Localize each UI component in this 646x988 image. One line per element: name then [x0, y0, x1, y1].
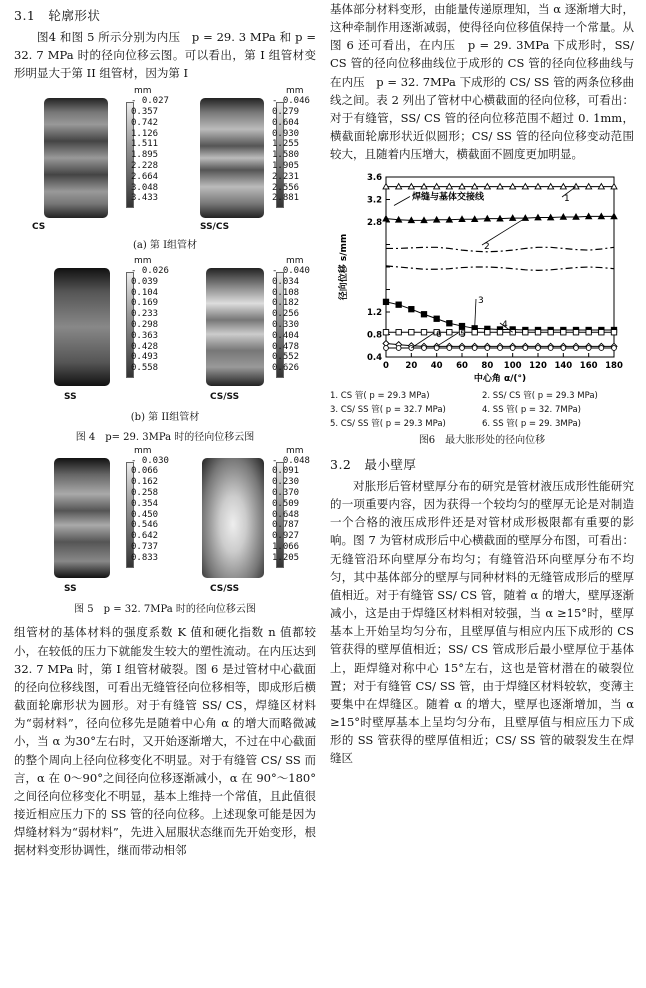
- figure-6-legend: [330, 389, 634, 431]
- series-leader-line: [482, 218, 525, 245]
- data-point: [548, 330, 553, 335]
- series-label: 5: [460, 330, 466, 341]
- scale-ticks-right: - 0.046 0.279 0.604 0.930 1.255 1.580 1.905 2.231 2.556 2.881: [272, 96, 310, 204]
- data-point: [574, 346, 579, 351]
- data-point: [561, 346, 566, 351]
- data-point: [421, 330, 426, 335]
- data-point: [498, 346, 503, 351]
- legend-entry: 6. SS 管( p = 29. 3MPa): [482, 419, 581, 430]
- data-point: [434, 346, 439, 351]
- data-point: [586, 330, 591, 335]
- series-label: 1: [564, 194, 570, 205]
- y-axis-label: 径向位移 s/mm: [339, 234, 349, 301]
- scale-ticks-left: - 0.030 0.066 0.162 0.258 0.354 0.450 0.546 0.642 0.737 0.833: [131, 455, 169, 563]
- tube-label: CS: [32, 222, 46, 233]
- tube-label: SS: [64, 583, 77, 594]
- data-point: [485, 346, 490, 351]
- data-point: [383, 330, 388, 335]
- tube-label: CS/SS: [210, 392, 240, 403]
- reference-line: [386, 248, 614, 253]
- series-label: 6: [436, 330, 442, 341]
- figure-4b: [14, 258, 316, 408]
- scale-ticks-right: - 0.040 0.034 0.108 0.182 0.256 0.330 0.404 0.478 0.552 0.626: [272, 266, 310, 374]
- body-paragraph-right-top: 基体部分材料变形，由能量传递原理知，当 α 逐渐增大时，这种牵制作用逐渐减弱，使得径向位移值保持一个常量。从图 6 还可看出，在内压 p = 29. 3MPa 下成形时，SS/ CS 管的径向位移曲线位于成形的 CS 管的径向位移曲线与在内压 p = 32. 7MPa 下成形的 CS/ SS 管的两条位移曲线之间。表 2 列出了管材中心横截面的径向位移，可看出：对于有缝管，SS/ CS 管的径向位移范围不超过 0. 1mm，横截面轮廓形状近似圆形；CS/ SS 管的径向位移变动范围较大，且随着内压增大，横截面不圆度更加明显。: [330, 2, 634, 162]
- legend-entry: 2. SS/ CS 管( p = 29.3 MPa): [482, 391, 598, 402]
- data-point: [612, 346, 617, 351]
- x-tick-label: 60: [456, 361, 468, 372]
- data-point: [409, 307, 414, 312]
- legend-entry: 5. CS/ SS 管( p = 29.3 MPa): [330, 419, 446, 430]
- data-point: [396, 330, 401, 335]
- section-heading-3-1: 3.1 轮廓形状: [14, 8, 101, 23]
- tube-contour-cs-ss: [206, 268, 264, 386]
- subfigure-caption-4b: (b) 第 II组管材: [130, 412, 200, 424]
- legend-entry: 4. SS 管( p = 32. 7MPa): [482, 405, 581, 416]
- data-point: [447, 346, 452, 351]
- data-point: [384, 346, 389, 351]
- annotation-arrow: [394, 197, 410, 206]
- data-point: [536, 346, 541, 351]
- x-tick-label: 120: [529, 361, 547, 372]
- y-tick-label: 1.2: [366, 308, 382, 319]
- x-axis-label: 中心角 α/(°): [473, 374, 527, 385]
- data-point: [422, 346, 427, 351]
- data-point: [421, 312, 426, 317]
- tube-contour-cs: [44, 98, 108, 218]
- figure-4a: [14, 84, 316, 236]
- x-tick-label: 180: [605, 361, 623, 372]
- x-tick-label: 140: [554, 361, 573, 372]
- radial-displacement-chart: [330, 167, 634, 389]
- series-line-3: [386, 302, 614, 330]
- legend-entry: 1. CS 管( p = 29.3 MPa): [330, 391, 430, 402]
- data-point: [535, 330, 540, 335]
- data-point: [447, 321, 452, 326]
- series-label: 4: [502, 320, 508, 331]
- tube-contour-cs-ss: [202, 458, 264, 578]
- scale-ticks-right: - 0.048 0.091 0.230 0.370 0.509 0.648 0.787 0.927 1.066 1.205: [272, 455, 310, 563]
- data-point: [409, 330, 414, 335]
- figure-6-caption: 图6 最大胀形处的径向位移: [418, 435, 546, 447]
- weld-boundary-annotation: 焊缝与基体交接线: [412, 192, 485, 203]
- data-point: [523, 346, 528, 351]
- tube-label: SS: [64, 392, 77, 403]
- figure-5-caption: 图 5 p = 32. 7MPa 时的径向位移云图: [74, 603, 256, 615]
- body-paragraph-right: 对胀形后管材壁厚分布的研究是管材液压成形性能研究的一项重要内容，因为获得一个较均匀的壁厚无论是对制造一个合格的液压成形件还是对管材成形极限都有重要的影响。图 7 为管材成形后中心横截面的壁厚分布图，可看出：无缝管沿环向壁厚分布均匀；有缝管沿环向壁厚分布不均匀，其中基体部分的壁厚与同种材料的无缝管成形后的壁厚值相近。对于有缝管 SS/ CS 管，随着 α 的增大，壁厚逐渐减小，这是由于焊缝区材料相对较强，当 α ≥15°时，壁厚基本上开始呈均匀分布，且壁厚值与相应内压下成形的 CS 管获得的壁厚值相近；SS/ CS 管成形后最小壁厚位于基体上，距焊缝对称中心 15°左右，这也是管材潜在的破裂位置；对于有缝管 CS/ SS 管，由于焊缝区材料较软，变薄主要集中在焊缝区。随着 α 的增大，壁厚也逐渐增加，当 α ≥15°时壁厚基本上呈均匀分布，且壁厚值与相应压力下成形的 SS 管获得的壁厚值相近；CS/ SS 管的破裂发生在焊缝区: [330, 478, 634, 766]
- data-point: [510, 346, 515, 351]
- figure-4-caption: 图 4 p= 29. 3MPa 时的径向位移云图: [75, 431, 255, 443]
- data-point: [485, 330, 490, 335]
- unit-label: mm: [134, 256, 152, 267]
- series-label: 2: [484, 242, 490, 253]
- data-point: [472, 330, 477, 335]
- data-point: [599, 330, 604, 335]
- data-point: [599, 346, 604, 351]
- subfigure-caption-4a: (a) 第 I组管材: [132, 240, 198, 252]
- y-tick-label: 0.8: [366, 330, 382, 341]
- data-point: [497, 330, 502, 335]
- x-tick-label: 80: [481, 361, 494, 372]
- y-tick-label: 0.4: [366, 353, 382, 364]
- series-leader-line: [475, 299, 476, 328]
- intro-paragraph: 图4 和图 5 所示分别为内压 p = 29. 3 MPa 和 p = 32. 7 MPa 时的径向位移云图。可以看出，第 I 组管材变形明显大于第 II 组管材，因为第 I: [14, 29, 316, 81]
- data-point: [396, 302, 401, 307]
- unit-label: mm: [286, 445, 304, 456]
- legend-entry: 3. CS/ SS 管( p = 32.7 MPa): [330, 405, 446, 416]
- tube-contour-ss-cs: [200, 98, 264, 218]
- data-point: [586, 346, 591, 351]
- scale-ticks-left: - 0.027 0.357 0.742 1.126 1.511 1.895 2.228 2.664 3.048 3.433: [131, 96, 169, 204]
- x-tick-label: 0: [383, 361, 389, 372]
- data-point: [460, 346, 465, 351]
- unit-label: mm: [286, 86, 304, 97]
- tube-label: CS/SS: [210, 583, 240, 594]
- tube-contour-ss: [54, 268, 110, 386]
- data-point: [573, 330, 578, 335]
- y-tick-label: 2.8: [366, 218, 382, 229]
- data-point: [396, 346, 401, 351]
- tube-contour-ss: [54, 458, 110, 578]
- right-column: [330, 0, 634, 767]
- y-tick-label: 3.2: [366, 195, 382, 206]
- x-tick-label: 100: [503, 361, 522, 372]
- data-point: [383, 300, 388, 305]
- data-point: [611, 330, 616, 335]
- data-point: [459, 324, 464, 329]
- unit-label: mm: [134, 445, 152, 456]
- data-point: [561, 330, 566, 335]
- scale-ticks-left: - 0.026 0.039 0.104 0.169 0.233 0.298 0.363 0.428 0.493 0.558: [131, 266, 169, 374]
- tube-label: SS/CS: [200, 222, 230, 233]
- x-tick-label: 160: [579, 361, 598, 372]
- reference-line: [386, 266, 614, 271]
- data-point: [472, 346, 477, 351]
- body-paragraph-left: 组管材的基体材料的强度系数 K 值和硬化指数 n 值都较小，在较低的压力下就能发生较大的塑性流动。在内压达到 32. 7 MPa 时，第 I 组管材破裂。图 6 是过管材中心截面的径向位移线图，可看出无缝管径向位移相等，即成形后横截面轮廓形状为圆形。对于有缝管 SS/ CS，焊缝区材料为“弱材料”，径向位移先是随着中心角 α 的增大而略微减小，当 α 为30°左右时，又开始逐渐增大，不过在中心截面的整个周向上径向位移变化不明显。对于有缝管 CS/ SS 而言，α 在 0～90°之间径向位移逐渐减小，α 在 90°～180°之间径向位移变化不明显，基本上维持一个常值，且此值很接近相应压力下的 SS 管的径向位移。上述现象可能是因为焊缝材料为“弱材料”，先进入屈服状态继而先开始变形，根据材料变形协调性，继而带动相邻: [14, 625, 316, 858]
- data-point: [548, 346, 553, 351]
- data-point: [523, 330, 528, 335]
- data-point: [447, 330, 452, 335]
- series-label: 3: [478, 296, 484, 307]
- section-heading-3-2: 3.2 最小壁厚: [330, 457, 417, 473]
- x-tick-label: 20: [405, 361, 418, 372]
- data-point: [434, 316, 439, 321]
- x-tick-label: 40: [430, 361, 443, 372]
- figure-5: [14, 445, 316, 600]
- y-tick-label: 3.6: [366, 173, 382, 184]
- unit-label: mm: [134, 86, 152, 97]
- unit-label: mm: [286, 256, 304, 267]
- figure-6-chart: [330, 167, 634, 389]
- left-column: [14, 0, 316, 859]
